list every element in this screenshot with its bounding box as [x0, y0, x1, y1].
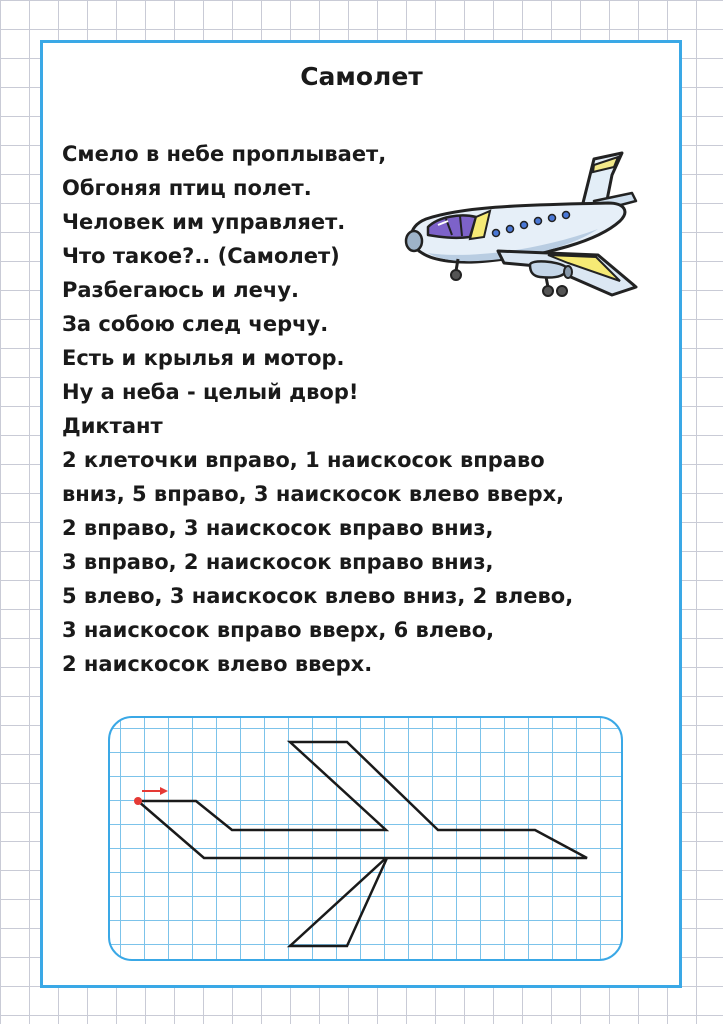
dictation-line: 2 наискосок влево вверх.	[62, 652, 373, 676]
dictation-heading: Диктант	[62, 414, 163, 438]
airplane-illustration	[398, 145, 638, 305]
dictation-line: 5 влево, 3 наискосок влево вниз, 2 влево,	[62, 584, 574, 608]
dictation-line: 3 наискосок вправо вверх, 6 влево,	[62, 618, 495, 642]
dictation-line: 3 вправо, 2 наискосок вправо вниз,	[62, 550, 494, 574]
text-line: Ну а неба - целый двор!	[62, 380, 359, 404]
dictation-grid	[108, 716, 623, 961]
dictation-line: вниз, 5 вправо, 3 наискосок влево вверх,	[62, 482, 565, 506]
text-line: Обгоняя птиц полет.	[62, 176, 312, 200]
dictation-line: 2 клеточки вправо, 1 наискосок вправо	[62, 448, 545, 472]
text-line: Что такое?.. (Самолет)	[62, 244, 340, 268]
text-line: Разбегаюсь и лечу.	[62, 278, 299, 302]
text-line: За собою след черчу.	[62, 312, 329, 336]
text-line: Смело в небе проплывает,	[62, 142, 387, 166]
text-line: Есть и крылья и мотор.	[62, 346, 345, 370]
page-title: Самолет	[300, 62, 423, 91]
dictation-line: 2 вправо, 3 наискосок вправо вниз,	[62, 516, 494, 540]
text-line: Человек им управляет.	[62, 210, 346, 234]
